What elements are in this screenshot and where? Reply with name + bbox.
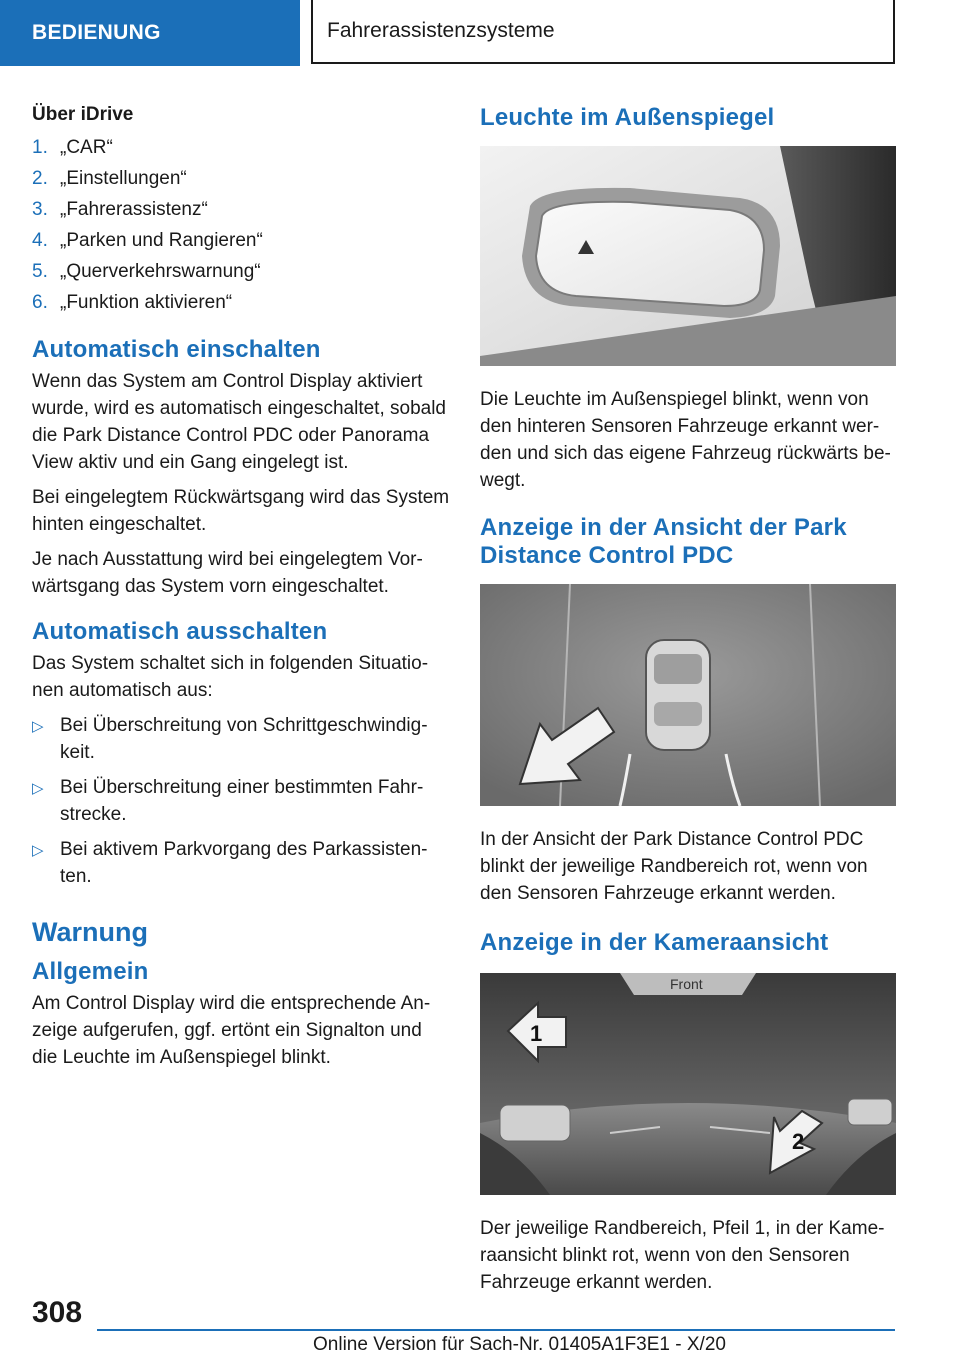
section-label: BEDIENUNG	[32, 21, 161, 44]
step-text: „Funktion aktivieren“	[60, 292, 233, 313]
bullet-item	[32, 774, 450, 828]
triangle-bullet-icon: ▷	[32, 842, 44, 859]
warning-paragraph: Am Control Display wird die entsprechende Anzeige aufgerufen, ggf. ertönt ein Signalton und die Leuchte im Außenspiegel blinkt.	[32, 993, 431, 1068]
step-number: 5.	[32, 261, 48, 282]
step-number: 1.	[32, 137, 48, 158]
step-item	[32, 287, 450, 318]
auto-off-heading: Automatisch ausschalten	[32, 618, 328, 645]
bullet-item	[32, 712, 450, 766]
step-number: 3.	[32, 199, 48, 220]
pdc-view-illustration	[480, 584, 896, 806]
step-number: 4.	[32, 230, 48, 251]
section-tab	[0, 0, 300, 66]
idrive-subhead: Über iDrive	[32, 104, 134, 125]
camera-scene	[480, 973, 896, 1195]
arrow-2-label: 2	[792, 1129, 805, 1154]
camera-paragraph: Der jeweilige Randbereich, Pfeil 1, in der Kameraansicht blinkt rot, wenn von den Sensoren Fahrzeuge erkannt werden.	[480, 1218, 885, 1293]
online-version-text: Online Version für Sach-Nr. 01405A1F3E1 - X/20	[313, 1334, 726, 1355]
bullet-text: Bei Überschreitung von Schrittgeschwindigkeit.	[60, 715, 428, 763]
chapter-header	[311, 0, 895, 64]
camera-view-illustration	[480, 973, 896, 1195]
step-item	[32, 256, 450, 287]
step-item	[32, 225, 450, 256]
footer-rule	[97, 1329, 895, 1331]
front-label: Front	[670, 976, 703, 992]
warning-heading: Warnung	[32, 917, 148, 947]
auto-on-paragraph-1: Wenn das System am Control Display aktiviert wurde, wird es automatisch eingeschaltet, sobald die Park Distance Control PDC oder Panorama View aktiv und ein Gang eingelegt ist.	[32, 371, 447, 473]
side-mirror-illustration	[480, 146, 896, 366]
step-number: 6.	[32, 292, 48, 313]
left-column	[32, 100, 450, 1079]
triangle-bullet-icon: ▷	[32, 718, 44, 735]
right-column	[480, 96, 896, 1304]
step-item	[32, 163, 450, 194]
step-text: „Querverkehrswarnung“	[60, 261, 261, 282]
auto-on-paragraph-3: Je nach Ausstattung wird bei eingelegtem Vorwärtsgang das System vorn eingeschaltet.	[32, 549, 423, 597]
pdc-paragraph: In der Ansicht der Park Distance Control PDC blinkt der jeweilige Randbereich rot, wenn von den Sensoren Fahrzeuge erkannt werden.	[480, 829, 868, 904]
mirror-heading: Leuchte im Außenspiegel	[480, 104, 775, 131]
pdc-heading: Anzeige in der Ansicht der Park Distance Control PDC	[480, 514, 847, 569]
arrow-1-label: 1	[530, 1021, 543, 1046]
step-text: „Fahrerassistenz“	[60, 199, 208, 220]
step-item	[32, 194, 450, 225]
chapter-title: Fahrerassistenzsysteme	[327, 19, 555, 42]
step-number: 2.	[32, 168, 48, 189]
auto-off-paragraph: Das System schaltet sich in folgenden Situationen automatisch aus:	[32, 653, 429, 701]
page-number: 308	[32, 1296, 83, 1329]
general-subheading: Allgemein	[32, 958, 149, 985]
step-text: „CAR“	[60, 137, 113, 158]
bullet-item	[32, 836, 450, 890]
bullet-text: Bei aktivem Parkvorgang des Parkassistenten.	[60, 839, 428, 887]
mirror-paragraph: Die Leuchte im Außenspiegel blinkt, wenn von den hinteren Sensoren Fahrzeuge erkannt werden und sich das eigene Fahrzeug rückwärts bewegt.	[480, 389, 891, 491]
auto-on-heading: Automatisch einschalten	[32, 336, 321, 363]
idrive-steps	[32, 132, 450, 318]
camera-heading: Anzeige in der Kameraansicht	[480, 929, 829, 956]
triangle-bullet-icon: ▷	[32, 780, 44, 797]
step-text: „Parken und Rangieren“	[60, 230, 263, 251]
auto-off-bullets	[32, 712, 450, 890]
auto-on-paragraph-2: Bei eingelegtem Rückwärtsgang wird das System hinten eingeschaltet.	[32, 487, 450, 535]
step-text: „Einstellungen“	[60, 168, 187, 189]
step-item	[32, 132, 450, 163]
bullet-text: Bei Überschreitung einer bestimmten Fahrstrecke.	[60, 777, 424, 825]
